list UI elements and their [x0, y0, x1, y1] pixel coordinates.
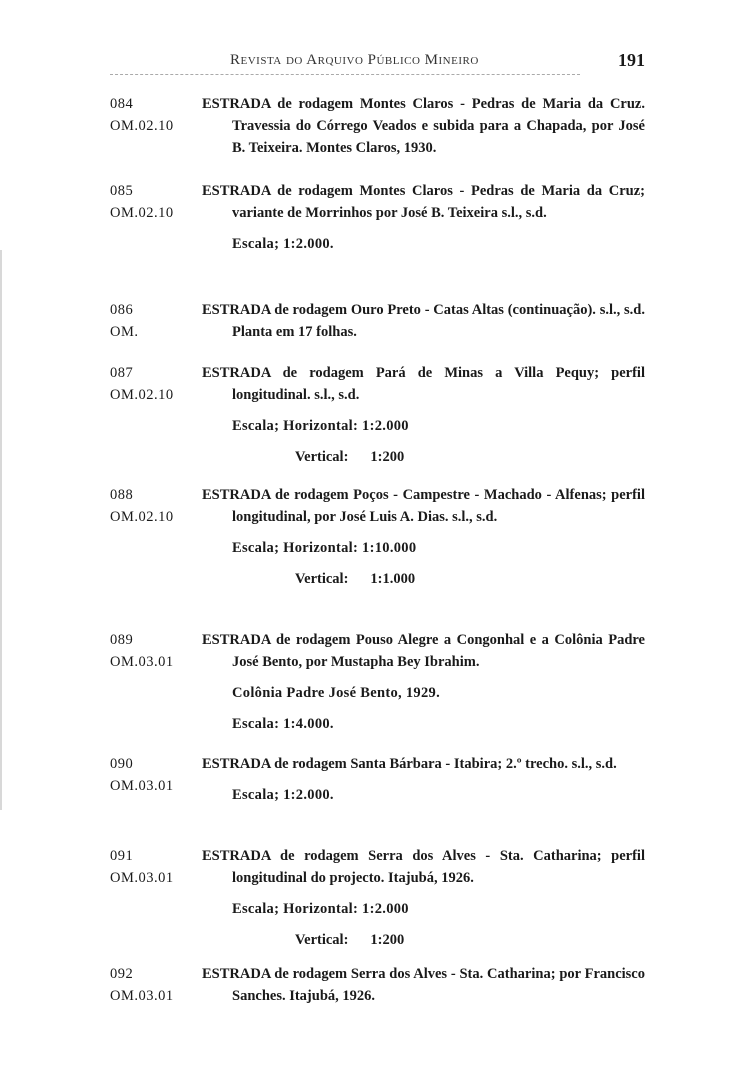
entry-code [110, 845, 200, 889]
catalog-entry [110, 629, 645, 735]
catalog-entry [110, 362, 645, 468]
entry-classification: OM.03.01 [110, 654, 174, 670]
entry-number: 091 [110, 848, 134, 864]
entry-code [110, 180, 200, 224]
vertical-scale [295, 446, 645, 468]
running-title: Revista do Arquivo Público Mineiro [230, 52, 479, 68]
header-rule [110, 74, 580, 75]
page-edge-shadow [0, 250, 2, 810]
vertical-scale-label: Vertical: [295, 932, 349, 948]
vertical-scale-value: 1:1.000 [370, 571, 416, 587]
entry-code [110, 362, 200, 406]
entry-number: 084 [110, 96, 134, 112]
entry-number: 092 [110, 966, 134, 982]
entry-classification: OM.03.01 [110, 778, 174, 794]
entry-classification: OM.03.01 [110, 988, 174, 1004]
catalog-entry [110, 484, 645, 590]
entry-title: ESTRADA de rodagem Santa Bárbara - Itabira; 2.º trecho. s.l., s.d. [202, 756, 617, 772]
entry-title: ESTRADA de rodagem Montes Claros - Pedras de Maria da Cruz; variante de Morrinhos por José B. Teixeira s.l., s.d. [202, 183, 645, 221]
entry-number: 089 [110, 632, 134, 648]
catalog-entry [110, 93, 645, 159]
entry-title: ESTRADA de rodagem Serra dos Alves - Sta. Catharina; perfil longitudinal do projecto. Itajubá, 1926. [202, 848, 645, 886]
entry-code [110, 629, 200, 673]
entry-scale: Escala; 1:2.000. [232, 236, 334, 252]
entry-code [110, 299, 200, 343]
entry-code [110, 963, 200, 1007]
entry-number: 088 [110, 487, 134, 503]
entry-code [110, 93, 200, 137]
entry-title: ESTRADA de rodagem Ouro Preto - Catas Altas (continuação). s.l., s.d. Planta em 17 folhas. [202, 302, 645, 340]
entry-title: ESTRADA de rodagem Pará de Minas a Villa Pequy; perfil longitudinal. s.l., s.d. [202, 365, 645, 403]
catalog-entry [110, 299, 645, 343]
vertical-scale-value: 1:200 [370, 932, 405, 948]
entry-code [110, 484, 200, 528]
entry-classification: OM.03.01 [110, 870, 174, 886]
vertical-scale-label: Vertical: [295, 571, 349, 587]
vertical-scale-label: Vertical: [295, 449, 349, 465]
catalog-entry [110, 180, 645, 255]
catalog-entry [110, 963, 645, 1007]
catalog-entry [110, 753, 645, 806]
catalog-entry [110, 845, 645, 951]
entry-number: 087 [110, 365, 134, 381]
page-number: 191 [618, 50, 645, 70]
vertical-scale [295, 568, 645, 590]
page-header [110, 50, 645, 76]
entry-title: ESTRADA de rodagem Serra dos Alves - Sta. Catharina; por Francisco Sanches. Itajubá, 1926. [202, 966, 645, 1004]
entry-scale: Escala: 1:4.000. [232, 716, 334, 732]
entry-title: ESTRADA de rodagem Poços - Campestre - Machado - Alfenas; perfil longitudinal, por José Luis A. Dias. s.l., s.d. [202, 487, 645, 525]
entry-code [110, 753, 200, 797]
entry-number: 090 [110, 756, 134, 772]
entry-classification: OM. [110, 324, 139, 340]
entry-scale: Escala; Horizontal: 1:2.000 [232, 418, 409, 434]
entry-title: ESTRADA de rodagem Pouso Alegre a Congonhal e a Colônia Padre José Bento, por Mustapha Bey Ibrahim. [202, 632, 645, 670]
entry-scale: Escala; Horizontal: 1:10.000 [232, 540, 417, 556]
entry-number: 086 [110, 302, 134, 318]
entry-classification: OM.02.10 [110, 205, 174, 221]
entry-title: ESTRADA de rodagem Montes Claros - Pedras de Maria da Cruz. Travessia do Córrego Veados e subida para a Chapada, por José B. Teixeira. Montes Claros, 1930. [202, 96, 645, 156]
entry-classification: OM.02.10 [110, 118, 174, 134]
vertical-scale [295, 929, 645, 951]
vertical-scale-value: 1:200 [370, 449, 405, 465]
entry-number: 085 [110, 183, 134, 199]
entry-note: Colônia Padre José Bento, 1929. [232, 685, 441, 701]
entry-classification: OM.02.10 [110, 509, 174, 525]
entry-scale: Escala; 1:2.000. [232, 787, 334, 803]
entry-scale: Escala; Horizontal: 1:2.000 [232, 901, 409, 917]
entry-classification: OM.02.10 [110, 387, 174, 403]
